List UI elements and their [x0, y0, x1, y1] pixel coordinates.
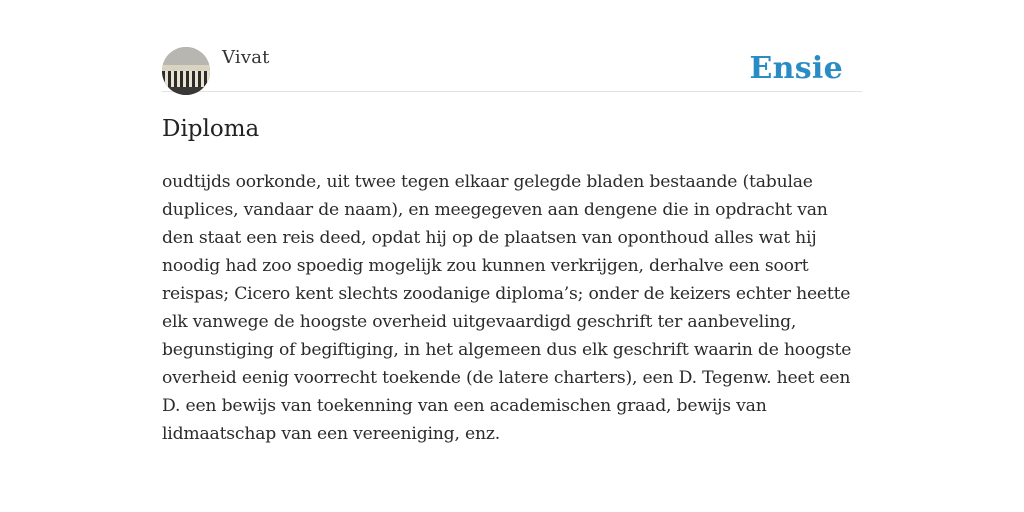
typewriter-keys-icon: [162, 47, 210, 95]
author-name[interactable]: Vivat: [222, 47, 270, 68]
avatar[interactable]: [162, 47, 210, 95]
brand-logo[interactable]: Ensie: [749, 51, 843, 86]
header: [162, 46, 862, 92]
entry-title: Diploma: [162, 116, 260, 142]
entry-body: oudtijds oorkonde, uit twee tegen elkaar gelegde bladen bestaande (tabulae duplices, vandaar de naam), en meegegeven aan dengene die in opdracht van den staat een reis deed, opdat hij op de plaatsen van oponthoud alles wat hij noodig had zoo spoedig mogelijk zou kunnen verkrijgen, derhalve een soort reispas; Cicero kent slechts zoodanige diploma’s; onder de keizers echter heette elk vanwege de hoogste overheid uitgevaardigd geschrift ter aanbeveling, begunstiging of begiftiging, in het algemeen dus elk geschrift waarin de hoogste overheid eenig voorrecht toekende (de latere charters), een D. Tegenw. heet een D. een bewijs van toekenning van een academischen graad, bewijs van lidmaatschap van een vereeniging, enz.: [162, 172, 852, 444]
